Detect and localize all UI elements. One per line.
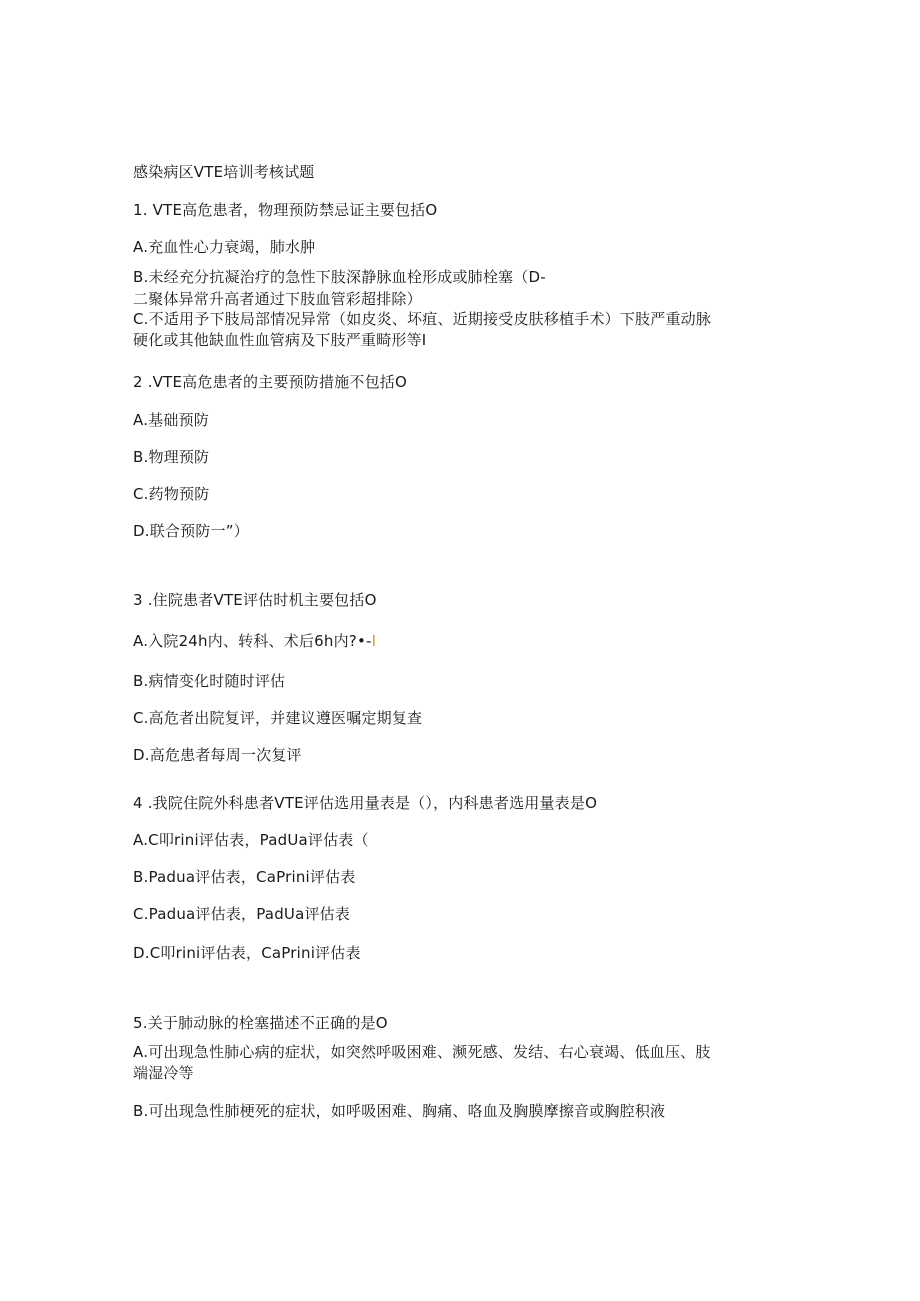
question-4-option-d: D.C叩rini评估表，CaPrini评估表 bbox=[133, 944, 361, 962]
question-1-option-a: A.充血性心力衰竭，肺水肿 bbox=[133, 238, 316, 256]
question-2-option-b: B.物理预防 bbox=[133, 448, 210, 466]
question-3-stem: 3 .住院患者VTE评估时机主要包括O bbox=[133, 591, 377, 609]
question-1-option-b-line2: 二聚体异常升高者通过下肢血管彩超排除） bbox=[133, 290, 422, 308]
question-3-option-b: B.病情变化时随时评估 bbox=[133, 672, 286, 690]
question-4-option-a: A.C叩rini评估表，PadUa评估表（ bbox=[133, 831, 369, 849]
question-5-option-a-line2: 端湿冷等 bbox=[133, 1064, 194, 1082]
question-3-option-c: C.高危者出院复评，并建议遵医嘱定期复查 bbox=[133, 709, 423, 727]
question-3-option-a-text: A.入院24h内、转科、术后6h内?•- bbox=[133, 632, 372, 650]
question-1-option-c-line2: 硬化或其他缺血性血管病及下肢严重畸形等I bbox=[133, 331, 427, 349]
question-1-option-b-line1: B.未经充分抗凝治疗的急性下肢深静脉血栓形成或肺栓塞（D- bbox=[133, 268, 546, 286]
question-4-option-c: C.Padua评估表，PadUa评估表 bbox=[133, 905, 351, 923]
question-5-option-a-line1: A.可出现急性肺心病的症状，如突然呼吸困难、濒死感、发结、右心衰竭、低血压、肢 bbox=[133, 1043, 711, 1061]
doc-title: 感染病区VTE培训考核试题 bbox=[133, 163, 315, 181]
question-2-stem: 2 .VTE高危患者的主要预防措施不包括O bbox=[133, 373, 407, 391]
question-4-stem: 4 .我院住院外科患者VTE评估选用量表是（），内科患者选用量表是O bbox=[133, 794, 598, 812]
question-2-option-a: A.基础预防 bbox=[133, 411, 209, 429]
question-2-option-c: C.药物预防 bbox=[133, 485, 210, 503]
question-1-stem: 1. VTE高危患者，物理预防禁忌证主要包括O bbox=[133, 201, 438, 219]
question-3-option-a bbox=[133, 632, 376, 650]
question-4-option-b: B.Padua评估表，CaPrini评估表 bbox=[133, 868, 356, 886]
question-3-option-a-mark: I bbox=[371, 632, 377, 650]
question-2-option-d: D.联合预防一”） bbox=[133, 522, 249, 540]
question-1-option-c-line1: C.不适用予下肢局部情况异常（如皮炎、坏疽、近期接受皮肤移植手术）下肢严重动脉 bbox=[133, 310, 712, 328]
question-3-option-d: D.高危患者每周一次复评 bbox=[133, 746, 302, 764]
question-5-stem: 5.关于肺动脉的栓塞描述不正确的是O bbox=[133, 1014, 388, 1032]
question-5-option-b: B.可出现急性肺梗死的症状，如呼吸困难、胸痛、咯血及胸膜摩擦音或胸腔积液 bbox=[133, 1102, 666, 1120]
